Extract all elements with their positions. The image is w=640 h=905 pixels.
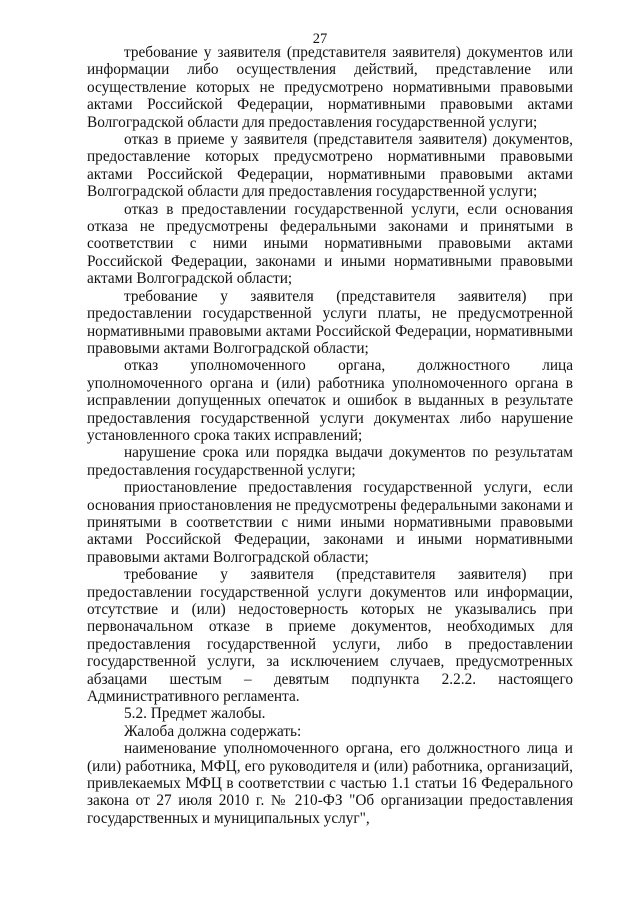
paragraph-requirement-missing-documents: требование у заявителя (представителя заявителя) при предоставлении государственной услуги документов или информации, отсутствие и (или) недостоверность которых не указывались при первоначальном отказе в приеме документов, необходимых для предоставления государственной услуги, либо в предоставлении государственной услуги, за исключением случаев, предусмотренных абзацами шестым – девятым подпункта 2.2.2. настоящего Административного регламента. [87, 566, 573, 706]
paragraph-suspension: приостановление предоставления государственной услуги, если основания приостановления не предусмотрены федеральными законами и принятыми в соответствии с ними иными нормативными правовыми актами Российской Федерации, законами и иными нормативными правовыми актами Волгоградской области; [87, 479, 573, 566]
page-number: 27 [312, 31, 328, 47]
paragraph-requirement-documents: требование у заявителя (представителя заявителя) документов или информации либо осуществления действий, представление или осуществление которых не предусмотрено нормативными правовыми актами Российской Федерации, нормативными правовыми актами Волгоградской области для предоставления государственной услуги; [87, 44, 573, 131]
document-body [87, 44, 573, 827]
paragraph-complaint-contents: Жалоба должна содержать: [124, 722, 302, 740]
paragraph-refusal-acceptance: отказ в приеме у заявителя (представителя заявителя) документов, предоставление которых предусмотрено нормативными правовыми актами Российской Федерации, нормативными правовыми актами Волгоградской области для предоставления государственной услуги; [87, 131, 573, 201]
paragraph-refusal-corrections: отказ уполномоченного органа, должностного лица уполномоченного органа и (или) работника уполномоченного органа в исправлении допущенных опечаток и ошибок в выданных в результате предоставления государственной услуги документах либо нарушение установленного срока таких исправлений; [87, 357, 573, 444]
paragraph-requirement-fee: требование у заявителя (представителя заявителя) при предоставлении государственной услуги платы, не предусмотренной нормативными правовыми актами Российской Федерации, нормативными правовыми актами Волгоградской области; [87, 287, 573, 357]
paragraph-refusal-service: отказ в предоставлении государственной услуги, если основания отказа не предусмотрены федеральными законами и принятыми в соответствии с ними иными нормативными правовыми актами Российской Федерации, законами и иными нормативными правовыми актами Волгоградской области; [87, 200, 573, 288]
section-heading-complaint-subject: 5.2. Предмет жалобы. [124, 705, 266, 723]
paragraph-authority-name: наименование уполномоченного органа, его должностного лица и (или) работника, МФЦ, его руководителя и (или) работника, организаций, привлекаемых МФЦ в соответствии с частью 1.1 статьи 16 Федерального закона от 27 июля 2010 г. № 210-ФЗ "Об организации предоставления государственных и муниципальных услуг", [87, 740, 573, 827]
paragraph-violation-term: нарушение срока или порядка выдачи документов по результатам предоставления государственной услуги; [87, 444, 573, 479]
